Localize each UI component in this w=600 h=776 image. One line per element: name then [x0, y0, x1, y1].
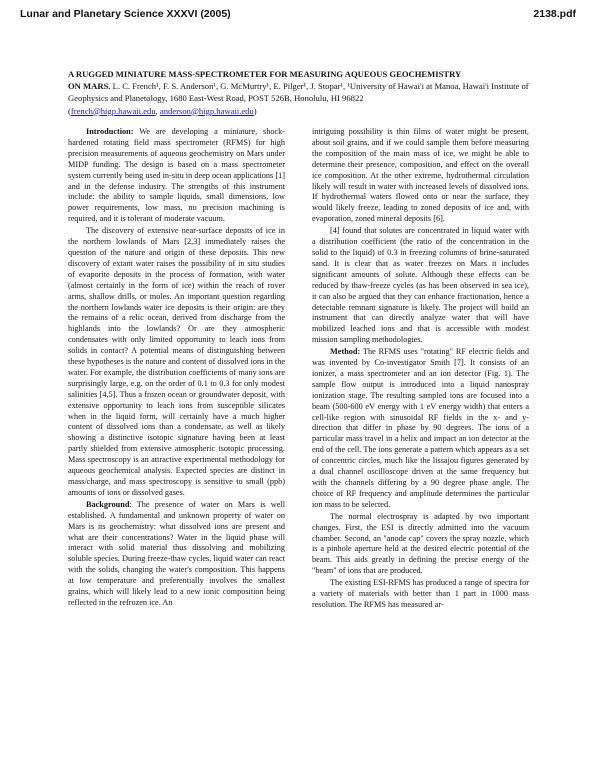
email-separator: ,	[155, 105, 160, 116]
method-paragraph	[312, 347, 529, 511]
paper-id: 2138.pdf	[533, 8, 576, 20]
conference-header: Lunar and Planetary Science XXXVI (2005)	[20, 8, 231, 20]
emails	[68, 105, 538, 117]
paper-title-line2: ON MARS.	[68, 81, 111, 92]
email-close: )	[253, 105, 257, 116]
solutes-paragraph: [4] found that solutes are concentrated in liquid water with a distribution coefficient (the ratio of the concentration in the solid to the liquid) of 0.3 in freezing columns of brine-saturated sand. It is clear that as water freezes on Mars it includes significant amounts of solute. Although these effects can be reduced by thaw-freeze cycles (as has been observed in sea ice), it can also be argued that they can enhance fractionation, hence a detectable remnant signature is likely. The project will build an instrument that can directly analyze water that will have mobilized leached ions and that is accessible with modest mission sampling methodologies.	[312, 226, 529, 345]
email-link-anderson[interactable]: anderson@higp.hawaii.edu	[159, 105, 254, 116]
email-link-french[interactable]: french@higp.hawaii.edu	[70, 105, 156, 116]
method-heading: Method:	[330, 347, 361, 357]
title-author-line	[68, 80, 538, 104]
method-text: The RFMS uses "rotating" RF electric fields and was invented by Co-investigator Smith [7]. It consists of an ionizer, a mass spectrometer and an ion detector (Fig. 1). The sample flow output is introduced into a liquid nanospray ionization stage. The resulting sampled ions are focused into a beam (500-600 eV energy with 1 eV energy width) that enters a cell-like region with sinusoidal RF fields in the x- and y- direction that differ in phase by 90 degrees. The ions of a particular mass travel in a helix and impact an ion detector at the end of the cell. The ions generate a pattern which appears as a set of concentric circles, much like the lissajou figures generated by a dual channel oscilloscope driven at the same frequency but with the channels differing by a 90 degree phase angle. The choice of RF frequency and amplitude determines the particular ion mass to be selected.	[312, 347, 530, 509]
intro-paragraph-1	[68, 127, 285, 225]
continued-paragraph: intriguing possibility is thin films of water might be present, about soil grains, and if we could sample them before measuring the composition of the main mass of ice, we might be able to determine their presence, composition, and effect on the overall ice composition. At the other extreme, hydrothermal circulation likely will result in water with increased levels of dissolved ions. If hydrothermal waters flowed onto or near the surface, they would likely freeze, leading to zoned deposits of ice and, with evaporation, zoned mineral deposits [6].	[312, 127, 529, 224]
title-block	[68, 68, 538, 117]
intro-paragraph-2: The discovery of extensive near-surface deposits of ice in the northern lowlands of Mars [2,3] immediately raises the question of the nature and origin of these deposits. This new discovery of extant water raises the possibility of in situ studies of evaporite deposits in the process of formation, with water (almost certainly in the form of ice) within the reach of rover arms, shallow drills, or moles. An important question regarding the northern lowlands water ice deposits is their origin: are they the remains of a relic ocean, derived from discharge from the highlands into the lowlands? Or are they atmospheric condensates with only limited opportunity to leach ions from solids in contact? A potential means of distinguishing between these hypotheses is the nature and content of dissolved ions in the water. For example, the distribution coefficients of many ions are surprisingly large, e.g. on the order of 0.1 to 0.3 for only modest salinities [4,5]. Thus a frozen ocean or groundwater deposit, with extensive opportunity to leach ions from susceptible silicates when in the liquid form, will certainly have a much higher content of dissolved ions than a condensate, as well as likely showing a distinctive isotopic signature having been at least partly shielded from extensive atmospheric isotopic processing. Mass spectroscopy is an attractive experimental methodology for aqueous geochemical analysis. Expected species are distinct in mass/charge, and mass spectroscopy is sensitive to small (ppb) amounts of ions or dissolved gases.	[68, 226, 285, 497]
paper-title-line1: A RUGGED MINIATURE MASS-SPECTROMETER FOR MEASURING AQUEOUS GEOCHEMISTRY	[68, 69, 462, 79]
left-column	[68, 127, 285, 610]
background-heading: Background	[86, 499, 130, 509]
esi-rfms-paragraph: The existing ESI-RFMS has produced a range of spectra for a variety of materials with better than 1 part in 1000 mass resolution. The RFMS has measured ar-	[312, 578, 529, 609]
authors: L. C. French¹, F. S. Anderson¹, G. McMurtry¹, E. Pilger¹, J. Stopar¹, ¹University of Hawai'i at Manoa, Hawai'i Institute of Geophysics and Planetology, 1680 East-West Road, POST 526B, Honolulu, HI 96822	[68, 81, 529, 104]
background-paragraph	[68, 500, 285, 609]
introduction-heading: Introduction:	[86, 127, 134, 136]
intro-text-1: We are developing a miniature, shock-hardened rotating field mass spectrometer (RFMS) for high precision measurements of aqueous geochemistry on Mars under MIDP funding. The design is based on a mass spectrometer system currently being used in-situ in deep ocean applications [1] and in the defense industry. The strengths of this instrument include: the ability to sample liquids, small dimensions, low power requirements, low mass, no precision machining is required, and it is tolerant of moderate vacuum.	[68, 127, 285, 224]
email-open: (	[68, 105, 71, 116]
right-column	[312, 127, 529, 612]
electrospray-paragraph: The normal electrospray is adapted by two important changes. First, the ESI is directly admitted into the vacuum chamber. Second, an "anode cap" covers the spray nozzle, which is a pinhole aperture held at the desired electric potential of the beam. This aids greatly in defining the precise energy of the "beam" of ions that are produced.	[312, 511, 529, 576]
background-text: : The presence of water on Mars is well established. A fundamental and unknown property of water on Mars is its geochemistry: what dissolved ions are present and what are their concentrations? Water in the liquid phase will interact with solid material thus dissolving and mobilizing soluble species. During freeze-thaw cycles, liquid water can react with the solids, changing the water's composition. This happens at low temperature and preferentially involves the smallest grains, which will likely lead to a new ionic composition being reflected in the refrozen ice. An	[68, 499, 285, 607]
